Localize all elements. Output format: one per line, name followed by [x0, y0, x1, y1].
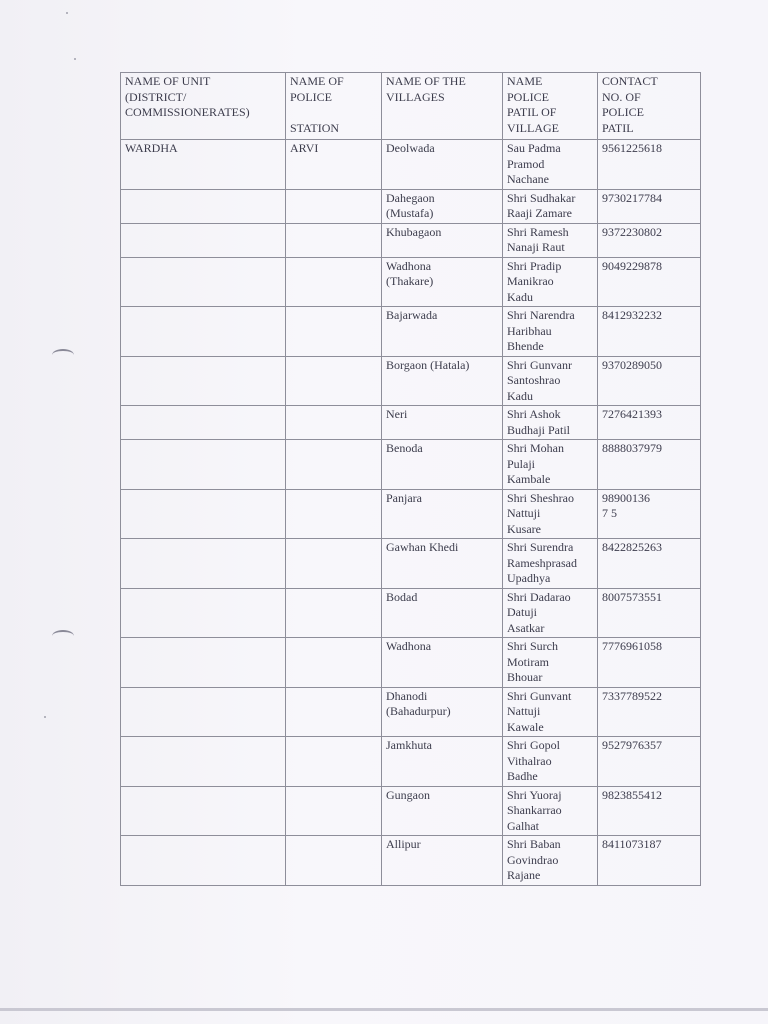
- cell-village-text: Neri: [386, 407, 408, 421]
- cell-contact: [598, 189, 701, 223]
- cell-village-text: Gungaon: [386, 787, 430, 802]
- table-row: [121, 836, 701, 886]
- cell-police-patil: [503, 223, 598, 257]
- cell-village: [382, 786, 503, 836]
- cell-village: [382, 638, 503, 688]
- cell-contact-text: 9561225618: [602, 141, 662, 155]
- cell-contact: [598, 539, 701, 589]
- cell-unit: [121, 257, 286, 307]
- table-row: [121, 406, 701, 440]
- cell-contact-text: 8007573551: [602, 589, 662, 604]
- cell-contact: [598, 737, 701, 787]
- table-row: [121, 489, 701, 539]
- cell-police-patil: [503, 687, 598, 737]
- cell-village: [382, 489, 503, 539]
- cell-police-patil: [503, 257, 598, 307]
- cell-police-patil-text: Shri Sheshrao Nattuji Kusare: [507, 490, 574, 536]
- cell-police-patil: [503, 489, 598, 539]
- cell-village-text: Dhanodi (Bahadurpur): [386, 688, 451, 718]
- cell-village-text: Jamkhuta: [386, 738, 432, 752]
- cell-police-patil-text: Shri Sudhakar Raaji Zamare: [507, 190, 576, 220]
- cell-village-text: Gawhan Khedi: [386, 540, 459, 554]
- cell-contact-text: 9527976357: [602, 738, 662, 752]
- header-unit: NAME OF UNIT (DISTRICT/ COMMISSIONERATES): [121, 73, 286, 140]
- cell-police-patil-text: Sau Padma Pramod Nachane: [507, 141, 561, 186]
- cell-village-text: Wadhona: [386, 639, 432, 653]
- cell-village: [382, 440, 503, 490]
- table-row: [121, 638, 701, 688]
- cell-police-station: [286, 786, 382, 836]
- table-row: [121, 223, 701, 257]
- cell-unit: [121, 737, 286, 787]
- cell-unit: [121, 539, 286, 589]
- cell-village: [382, 189, 503, 223]
- cell-village-text: Wadhona (Thakare): [386, 258, 434, 288]
- cell-police-station: [286, 638, 382, 688]
- cell-contact-text: 9823855412: [602, 787, 662, 802]
- cell-police-patil: [503, 737, 598, 787]
- cell-police-station: [286, 356, 382, 406]
- cell-police-patil-text: Shri Gopol Vithalrao Badhe: [507, 738, 561, 783]
- cell-contact-text: 8412932232: [602, 308, 662, 322]
- cell-contact-text: 8422825263: [602, 540, 662, 554]
- cell-police-station: [286, 406, 382, 440]
- cell-contact: [598, 687, 701, 737]
- cell-police-station: [286, 489, 382, 539]
- cell-police-station: [286, 588, 382, 638]
- cell-police-patil-text: Shri Yuoraj Shankarrao Galhat: [507, 787, 562, 833]
- cell-village-text: Bajarwada: [386, 308, 438, 322]
- cell-unit: [121, 189, 286, 223]
- cell-village: [382, 737, 503, 787]
- cell-village-text: Dahegaon (Mustafa): [386, 190, 435, 220]
- cell-contact: [598, 406, 701, 440]
- cell-contact-text: 8411073187: [602, 837, 662, 851]
- cell-village-text: Borgaon (Hatala): [386, 357, 470, 372]
- header-police-patil-name: NAME POLICE PATIL OF VILLAGE: [503, 73, 598, 140]
- cell-police-patil: [503, 140, 598, 190]
- cell-village: [382, 307, 503, 357]
- cell-police-station: [286, 440, 382, 490]
- cell-unit: [121, 440, 286, 490]
- cell-police-patil: [503, 307, 598, 357]
- cell-police-station: [286, 189, 382, 223]
- header-contact-no: CONTACT NO. OF POLICE PATIL: [598, 73, 701, 140]
- table-row: [121, 588, 701, 638]
- cell-village-text: Allipur: [386, 837, 421, 851]
- cell-police-station: [286, 687, 382, 737]
- table-row: [121, 356, 701, 406]
- cell-unit: [121, 836, 286, 886]
- cell-unit: [121, 307, 286, 357]
- cell-police-patil: [503, 189, 598, 223]
- table-row: [121, 786, 701, 836]
- cell-police-patil-text: Shri Surendra Rameshprasad Upadhya: [507, 540, 577, 585]
- cell-police-station: [286, 257, 382, 307]
- cell-unit: [121, 406, 286, 440]
- cell-police-station: [286, 223, 382, 257]
- cell-village-text: Benoda: [386, 441, 423, 455]
- cell-contact-text: 9372230802: [602, 224, 662, 239]
- cell-village-text: Panjara: [386, 490, 422, 505]
- cell-contact-text: 8888037979: [602, 441, 662, 455]
- cell-police-patil-text: Shri Ramesh Nanaji Raut: [507, 224, 569, 254]
- table-row: [121, 257, 701, 307]
- cell-village: [382, 836, 503, 886]
- cell-police-station: [286, 539, 382, 589]
- table-row: [121, 737, 701, 787]
- cell-police-patil: [503, 406, 598, 440]
- cell-unit: [121, 140, 286, 190]
- table-row: [121, 140, 701, 190]
- cell-police-patil-text: Shri Mohan Pulaji Kambale: [507, 441, 564, 486]
- cell-contact-text: 9049229878: [602, 258, 662, 273]
- cell-police-station: [286, 140, 382, 190]
- table-row: [121, 687, 701, 737]
- cell-police-patil-text: Shri Ashok Budhaji Patil: [507, 407, 570, 437]
- cell-police-patil: [503, 836, 598, 886]
- cell-contact-text: 9370289050: [602, 357, 662, 372]
- cell-contact: [598, 307, 701, 357]
- cell-village: [382, 257, 503, 307]
- cell-unit: [121, 588, 286, 638]
- cell-contact: [598, 440, 701, 490]
- cell-contact-text: 7276421393: [602, 407, 662, 421]
- cell-contact: [598, 489, 701, 539]
- cell-police-patil: [503, 356, 598, 406]
- table-row: [121, 539, 701, 589]
- cell-police-patil: [503, 786, 598, 836]
- cell-contact: [598, 836, 701, 886]
- cell-village-text: Deolwada: [386, 141, 435, 155]
- cell-unit: [121, 489, 286, 539]
- cell-village: [382, 588, 503, 638]
- cell-contact: [598, 223, 701, 257]
- cell-contact-text: 7337789522: [602, 688, 662, 703]
- punch-hole-mark: [52, 349, 74, 361]
- table-header-row: [121, 73, 701, 140]
- scan-speck: [44, 716, 46, 718]
- cell-contact: [598, 140, 701, 190]
- cell-contact-text: 9730217784: [602, 190, 662, 205]
- cell-police-station: [286, 307, 382, 357]
- header-police-station: NAME OF POLICE STATION: [286, 73, 382, 140]
- cell-contact: [598, 257, 701, 307]
- cell-police-patil: [503, 539, 598, 589]
- scan-speck: [74, 58, 76, 60]
- cell-police-patil-text: Shri Narendra Haribhau Bhende: [507, 308, 575, 353]
- cell-police-station-text: ARVI: [290, 141, 319, 155]
- cell-village: [382, 687, 503, 737]
- punch-hole-mark: [52, 630, 74, 642]
- cell-police-patil-text: Shri Gunvant Nattuji Kawale: [507, 688, 572, 734]
- cell-village: [382, 223, 503, 257]
- cell-village: [382, 406, 503, 440]
- cell-contact: [598, 588, 701, 638]
- cell-village-text: Bodad: [386, 589, 418, 604]
- cell-unit: [121, 638, 286, 688]
- cell-contact-text: 7776961058: [602, 639, 662, 653]
- cell-village: [382, 539, 503, 589]
- cell-police-patil: [503, 638, 598, 688]
- cell-contact: [598, 638, 701, 688]
- cell-village: [382, 140, 503, 190]
- scan-speck: [66, 12, 68, 14]
- cell-unit: [121, 356, 286, 406]
- cell-police-station: [286, 836, 382, 886]
- cell-village-text: Khubagaon: [386, 224, 442, 239]
- cell-police-patil-text: Shri Pradip Manikrao Kadu: [507, 258, 562, 304]
- cell-police-patil-text: Shri Surch Motiram Bhouar: [507, 639, 558, 684]
- table-row: [121, 440, 701, 490]
- police-patil-table: [120, 72, 701, 886]
- cell-unit: [121, 786, 286, 836]
- page-edge: [0, 1008, 768, 1011]
- cell-police-patil-text: Shri Baban Govindrao Rajane: [507, 837, 561, 882]
- cell-contact: [598, 356, 701, 406]
- table-row: [121, 307, 701, 357]
- cell-unit: [121, 687, 286, 737]
- cell-police-patil: [503, 440, 598, 490]
- table-body: [121, 140, 701, 886]
- cell-contact-text: 98900136 7 5: [602, 490, 650, 520]
- header-villages: NAME OF THE VILLAGES: [382, 73, 503, 140]
- cell-unit-text: WARDHA: [125, 141, 178, 155]
- cell-police-patil-text: Shri Dadarao Datuji Asatkar: [507, 589, 571, 635]
- table-row: [121, 189, 701, 223]
- cell-contact: [598, 786, 701, 836]
- cell-village: [382, 356, 503, 406]
- cell-unit: [121, 223, 286, 257]
- cell-police-patil-text: Shri Gunvanr Santoshrao Kadu: [507, 357, 572, 403]
- cell-police-station: [286, 737, 382, 787]
- cell-police-patil: [503, 588, 598, 638]
